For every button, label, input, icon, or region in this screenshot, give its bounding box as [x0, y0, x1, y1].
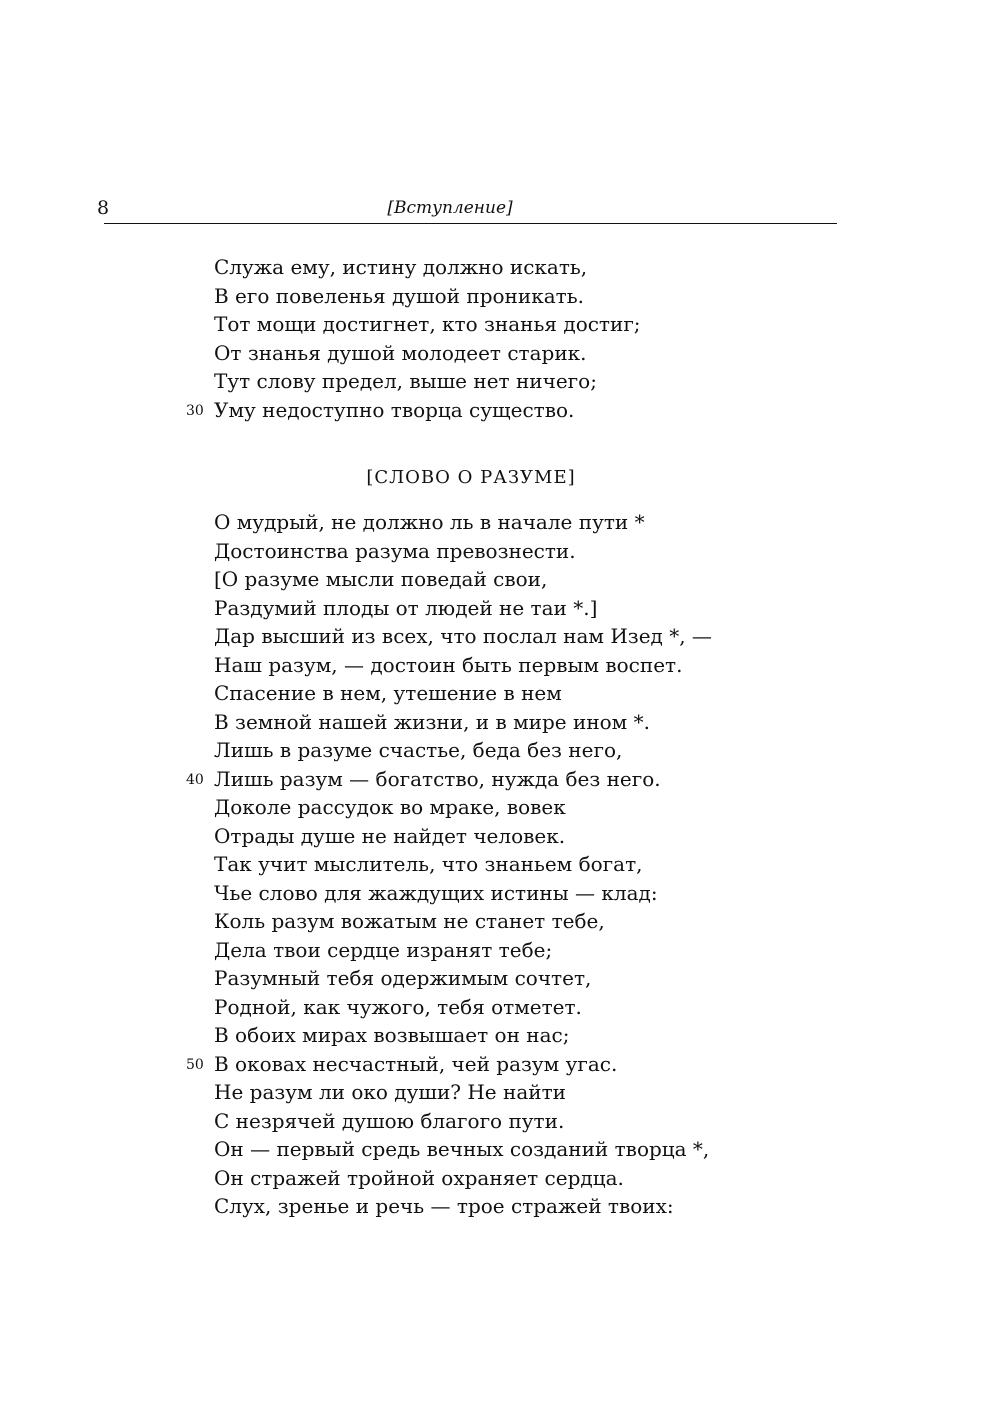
verse-line-text: С незрячей душою благого пути.: [214, 1108, 565, 1133]
verse-line: [0, 396, 1000, 425]
verse-line-text: От знанья душой молодеет старик.: [214, 340, 587, 365]
verse-line-text: Раздумий плоды от людей не таи *.]: [214, 595, 598, 620]
verse-line: [0, 993, 1000, 1022]
verse-line: [0, 565, 1000, 594]
verse-line: [0, 708, 1000, 737]
verse-line-text: Наш разум, — достоин быть первым воспет.: [214, 652, 683, 677]
verse-line: [0, 850, 1000, 879]
line-number: 50: [186, 1056, 204, 1073]
verse-line: [0, 679, 1000, 708]
stanza-opening: [0, 253, 1000, 424]
verse-line: [0, 310, 1000, 339]
verse-line-text: Коль разум вожатым не станет тебе,: [214, 909, 605, 933]
verse-line-text: О мудрый, не должно ль в начале пути *: [214, 510, 645, 534]
verse-line: [0, 1050, 1000, 1079]
verse-line-text: Чье слово для жаждущих истины — клад:: [214, 880, 658, 905]
verse-line: [0, 339, 1000, 368]
verse-line-text: Так учит мыслитель, что знаньем богат,: [214, 852, 643, 876]
running-title: [Вступление]: [387, 198, 513, 218]
header-rule: [104, 223, 837, 224]
verse-line: [0, 594, 1000, 623]
verse-line: [0, 964, 1000, 993]
verse-line-text: Отрады душе не найдет человек.: [214, 823, 566, 848]
section-title: [СЛОВО О РАЗУМЕ]: [366, 467, 576, 488]
verse-line: [0, 1107, 1000, 1136]
verse-line-text: В земной нашей жизни, и в мире ином *.: [214, 709, 650, 734]
page-number: 8: [97, 197, 110, 219]
line-number: 30: [186, 402, 204, 419]
verse-line-text: Лишь разум — богатство, нужда без него.: [214, 766, 661, 791]
verse-line-text: Спасение в нем, утешение в нем: [214, 681, 562, 705]
verse-line: [0, 1021, 1000, 1050]
verse-line: [0, 936, 1000, 965]
line-number: 40: [186, 771, 204, 788]
verse-line-text: Он стражей тройной охраняет сердца.: [214, 1165, 624, 1190]
verse-line-text: Дела твои сердце изранят тебе;: [214, 937, 553, 962]
verse-line-text: [О разуме мысли поведай свои,: [214, 567, 548, 591]
verse-line: [0, 1192, 1000, 1221]
verse-line: [0, 508, 1000, 537]
verse-line: [0, 793, 1000, 822]
verse-line-text: Родной, как чужого, тебя отметет.: [214, 994, 582, 1019]
verse-line-text: Слух, зренье и речь — трое стражей твоих:: [214, 1194, 674, 1218]
verse-line-text: Тот мощи достигнет, кто знанья достиг;: [214, 312, 641, 336]
verse-line-text: Не разум ли око души? Не найти: [214, 1080, 566, 1104]
verse-line-text: Уму недоступно творца существо.: [214, 397, 575, 422]
verse-line: [0, 537, 1000, 566]
verse-line: [0, 736, 1000, 765]
verse-line-text: Тут слову предел, выше нет ничего;: [214, 369, 597, 393]
verse-line-text: Разумный тебя одержимым сочтет,: [214, 966, 592, 990]
verse-line: [0, 622, 1000, 651]
verse-line-text: Дар высший из всех, что послал нам Изед *, —: [214, 624, 712, 648]
verse-line: [0, 907, 1000, 936]
verse-line: [0, 879, 1000, 908]
verse-line: [0, 822, 1000, 851]
verse-line-text: Он — первый средь вечных созданий творца *,: [214, 1137, 710, 1161]
verse-line: [0, 253, 1000, 282]
verse-line-text: В оковах несчастный, чей разум угас.: [214, 1051, 618, 1076]
verse-line: [0, 367, 1000, 396]
verse-line-text: Доколе рассудок во мраке, вовек: [214, 795, 566, 819]
verse-line-text: В его повеленья душой проникать.: [214, 283, 584, 308]
verse-line: [0, 651, 1000, 680]
verse-line-text: Достоинства разума превознести.: [214, 538, 576, 563]
verse-line: [0, 282, 1000, 311]
verse-line: [0, 1135, 1000, 1164]
verse-line: [0, 1164, 1000, 1193]
verse-line: [0, 1078, 1000, 1107]
verse-line-text: Служа ему, истину должно искать,: [214, 255, 588, 279]
verse-line-text: Лишь в разуме счастье, беда без него,: [214, 738, 623, 762]
verse-line-text: В обоих мирах возвышает он нас;: [214, 1023, 570, 1047]
verse-line: [0, 765, 1000, 794]
stanza-word-on-reason: [0, 508, 1000, 1221]
